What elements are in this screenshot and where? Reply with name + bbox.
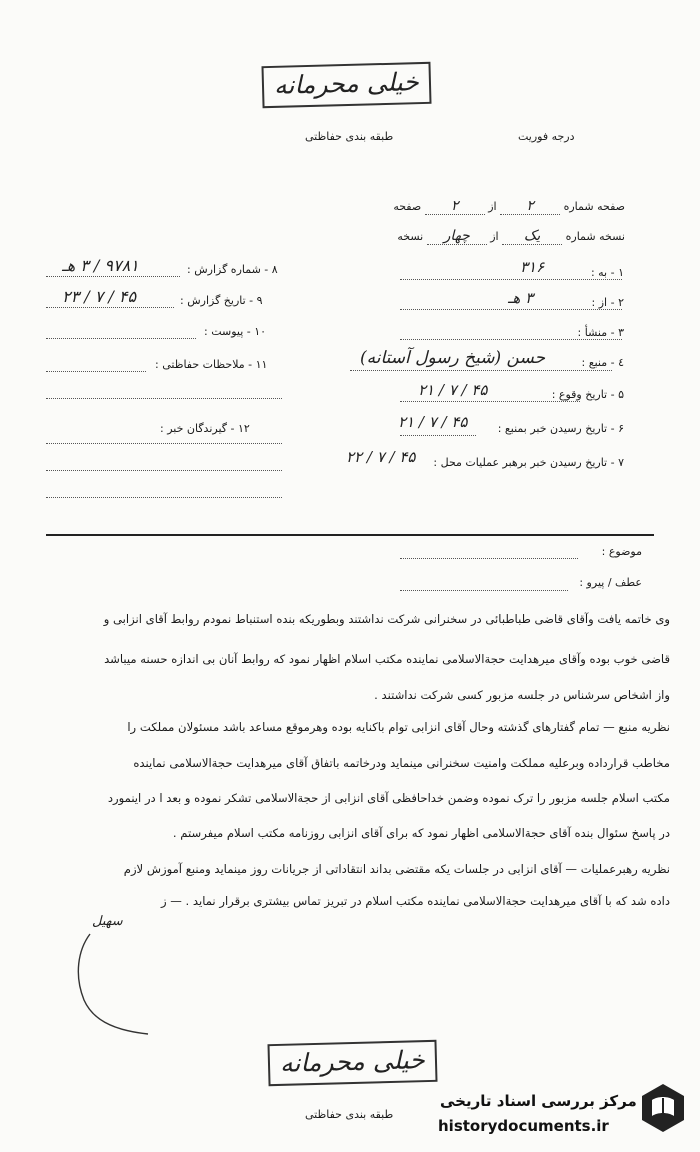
attachment-label: ۱۰ - پیوست : — [204, 325, 267, 338]
report-number-label: ۸ - شماره گزارش : — [187, 263, 278, 276]
occurrence-date-label: ۵ - تاریخ وقوع : — [551, 388, 624, 401]
body-line-3: واز اشخاص سرشناس در جلسه مزبور کسی شرکت نداشتند . — [374, 688, 670, 702]
from-label: ۲ - از : — [591, 296, 624, 309]
source-label: ٤ - منبع : — [581, 356, 624, 369]
archive-logo-icon — [640, 1082, 686, 1134]
recipients-label: ۱۲ - گیرندگان خبر : — [160, 422, 250, 435]
recipients-line-1 — [46, 443, 282, 444]
signature-stroke-icon — [70, 930, 160, 1040]
source-line — [350, 370, 612, 371]
origin-label: ۳ - منشأ : — [577, 326, 624, 339]
occurrence-date-value: ۴۵ / ۷ / ۲۱ — [418, 381, 488, 399]
body-line-9: داده شد که با آقای میرهدایت حجةالاسلامی نماینده مکتب اسلام در تبریز تماس بیشتری برقرار نماید . — ز — [160, 894, 670, 908]
origin-line — [400, 339, 622, 340]
reference-label: عطف / پیرو : — [579, 576, 642, 589]
watermark-url: historydocuments.ir — [438, 1117, 609, 1135]
urgency-label: درجه فوریت — [518, 130, 575, 143]
occurrence-date-line — [400, 401, 580, 402]
operations-receipt-date-value: ۴۵ / ۷ / ۲۲ — [346, 448, 416, 466]
copy-number-row — [397, 228, 625, 245]
copy-unit-label: نسخه — [397, 230, 424, 243]
page-number-label: صفحه شماره — [563, 200, 625, 213]
to-label: ۱ - به : — [590, 266, 624, 279]
body-line-1: وی خاتمه یافت وآقای قاضی طباطبائی در سخنرانی شرکت نداشتند وبطوریکه بنده استنباط نمودم روابط آقای انزابی و — [103, 612, 670, 626]
report-number-line — [46, 276, 180, 277]
copy-number-label: نسخه شماره — [565, 230, 625, 243]
page-of-label: از — [488, 200, 497, 213]
body-line-5: مخاطب قرارداده وبرعلیه مملکت وامنیت سخنرانی مینماید ودرخاتمه باتفاق آقای میرهدایت حجةالاسلامی نماینده — [133, 756, 670, 770]
body-line-2: قاضی خوب بوده وآقای میرهدایت حجةالاسلامی نماینده مکتب اسلام اظهار نمود که روابط آنان بی اندازه حسنه میباشد — [104, 652, 670, 666]
operations-receipt-date-label: ۷ - تاریخ رسیدن خبر برهبر عملیات محل : — [433, 456, 624, 469]
recipients-line-3 — [46, 497, 282, 498]
reference-line — [400, 590, 568, 591]
report-date-value: ۴۵ / ۷ / ۲۳ — [62, 287, 137, 306]
report-number-value: ۹۷۸۱ / ۳ هـ — [62, 256, 139, 275]
attachment-line — [46, 338, 196, 339]
classification-label-bottom: طبقه بندی حفاظتی — [305, 1108, 394, 1121]
source-receipt-date-value: ۴۵ / ۷ / ۲۱ — [398, 413, 468, 431]
page-total-value: ۲ — [425, 198, 485, 215]
page-number-value: ۲ — [500, 198, 560, 215]
source-receipt-date-label: ۶ - تاریخ رسیدن خبر بمنبع : — [497, 422, 624, 435]
subject-label: موضوع : — [601, 545, 642, 558]
page-number-row — [393, 198, 625, 215]
watermark-title: مرکز بررسی اسناد تاریخی — [440, 1092, 637, 1110]
divider-line — [46, 534, 654, 536]
top-secret-stamp: خیلی محرمانه — [261, 62, 431, 108]
copy-number-value: یک — [502, 228, 562, 245]
from-value: ۳ هـ — [508, 289, 534, 307]
report-date-label: ۹ - تاریخ گزارش : — [180, 294, 263, 307]
source-receipt-date-line — [400, 435, 476, 436]
bottom-secret-stamp: خیلی محرمانه — [267, 1040, 437, 1086]
signature: سهیل — [92, 914, 123, 929]
security-notes-line-2 — [46, 398, 282, 399]
classification-label-top: طبقه بندی حفاظتی — [305, 130, 394, 143]
from-line — [400, 309, 622, 310]
security-notes-line — [46, 371, 146, 372]
to-line — [400, 279, 622, 280]
source-value: حسن (شیخ رسول آستانه) — [360, 348, 546, 368]
report-date-line — [46, 307, 174, 308]
body-line-6: مکتب اسلام جلسه مزبور را ترک نموده وضمن خداحافظی آقای انزابی از حجةالاسلامی تشکر نموده و بعد ا در اینمورد — [107, 791, 670, 805]
body-line-7: در پاسخ سئوال بنده آقای حجةالاسلامی اظهار نمود که برای آقای انزابی روزنامه مکتب اسلام میفرستم . — [172, 826, 670, 840]
body-line-4: نظریه منبع — تمام گفتارهای گذشته وحال آقای انزابی توام باکنایه بوده وهرموقع مساعد باشد مسئولان مملکت را — [127, 720, 670, 734]
page-unit-label: صفحه — [393, 200, 422, 213]
to-value: ۳۱۶ — [520, 258, 545, 276]
body-line-8: نظریه رهبرعملیات — آقای انزابی در جلسات یکه مقتضی بداند انتقاداتی از جریانات روز مینماید ومنبع آموزش لازم — [123, 862, 670, 876]
copy-total-value: چهار — [427, 228, 487, 245]
copy-of-label: از — [490, 230, 499, 243]
security-notes-label: ۱۱ - ملاحظات حفاظتی : — [155, 358, 268, 371]
subject-line — [400, 558, 578, 559]
recipients-line-2 — [46, 470, 282, 471]
